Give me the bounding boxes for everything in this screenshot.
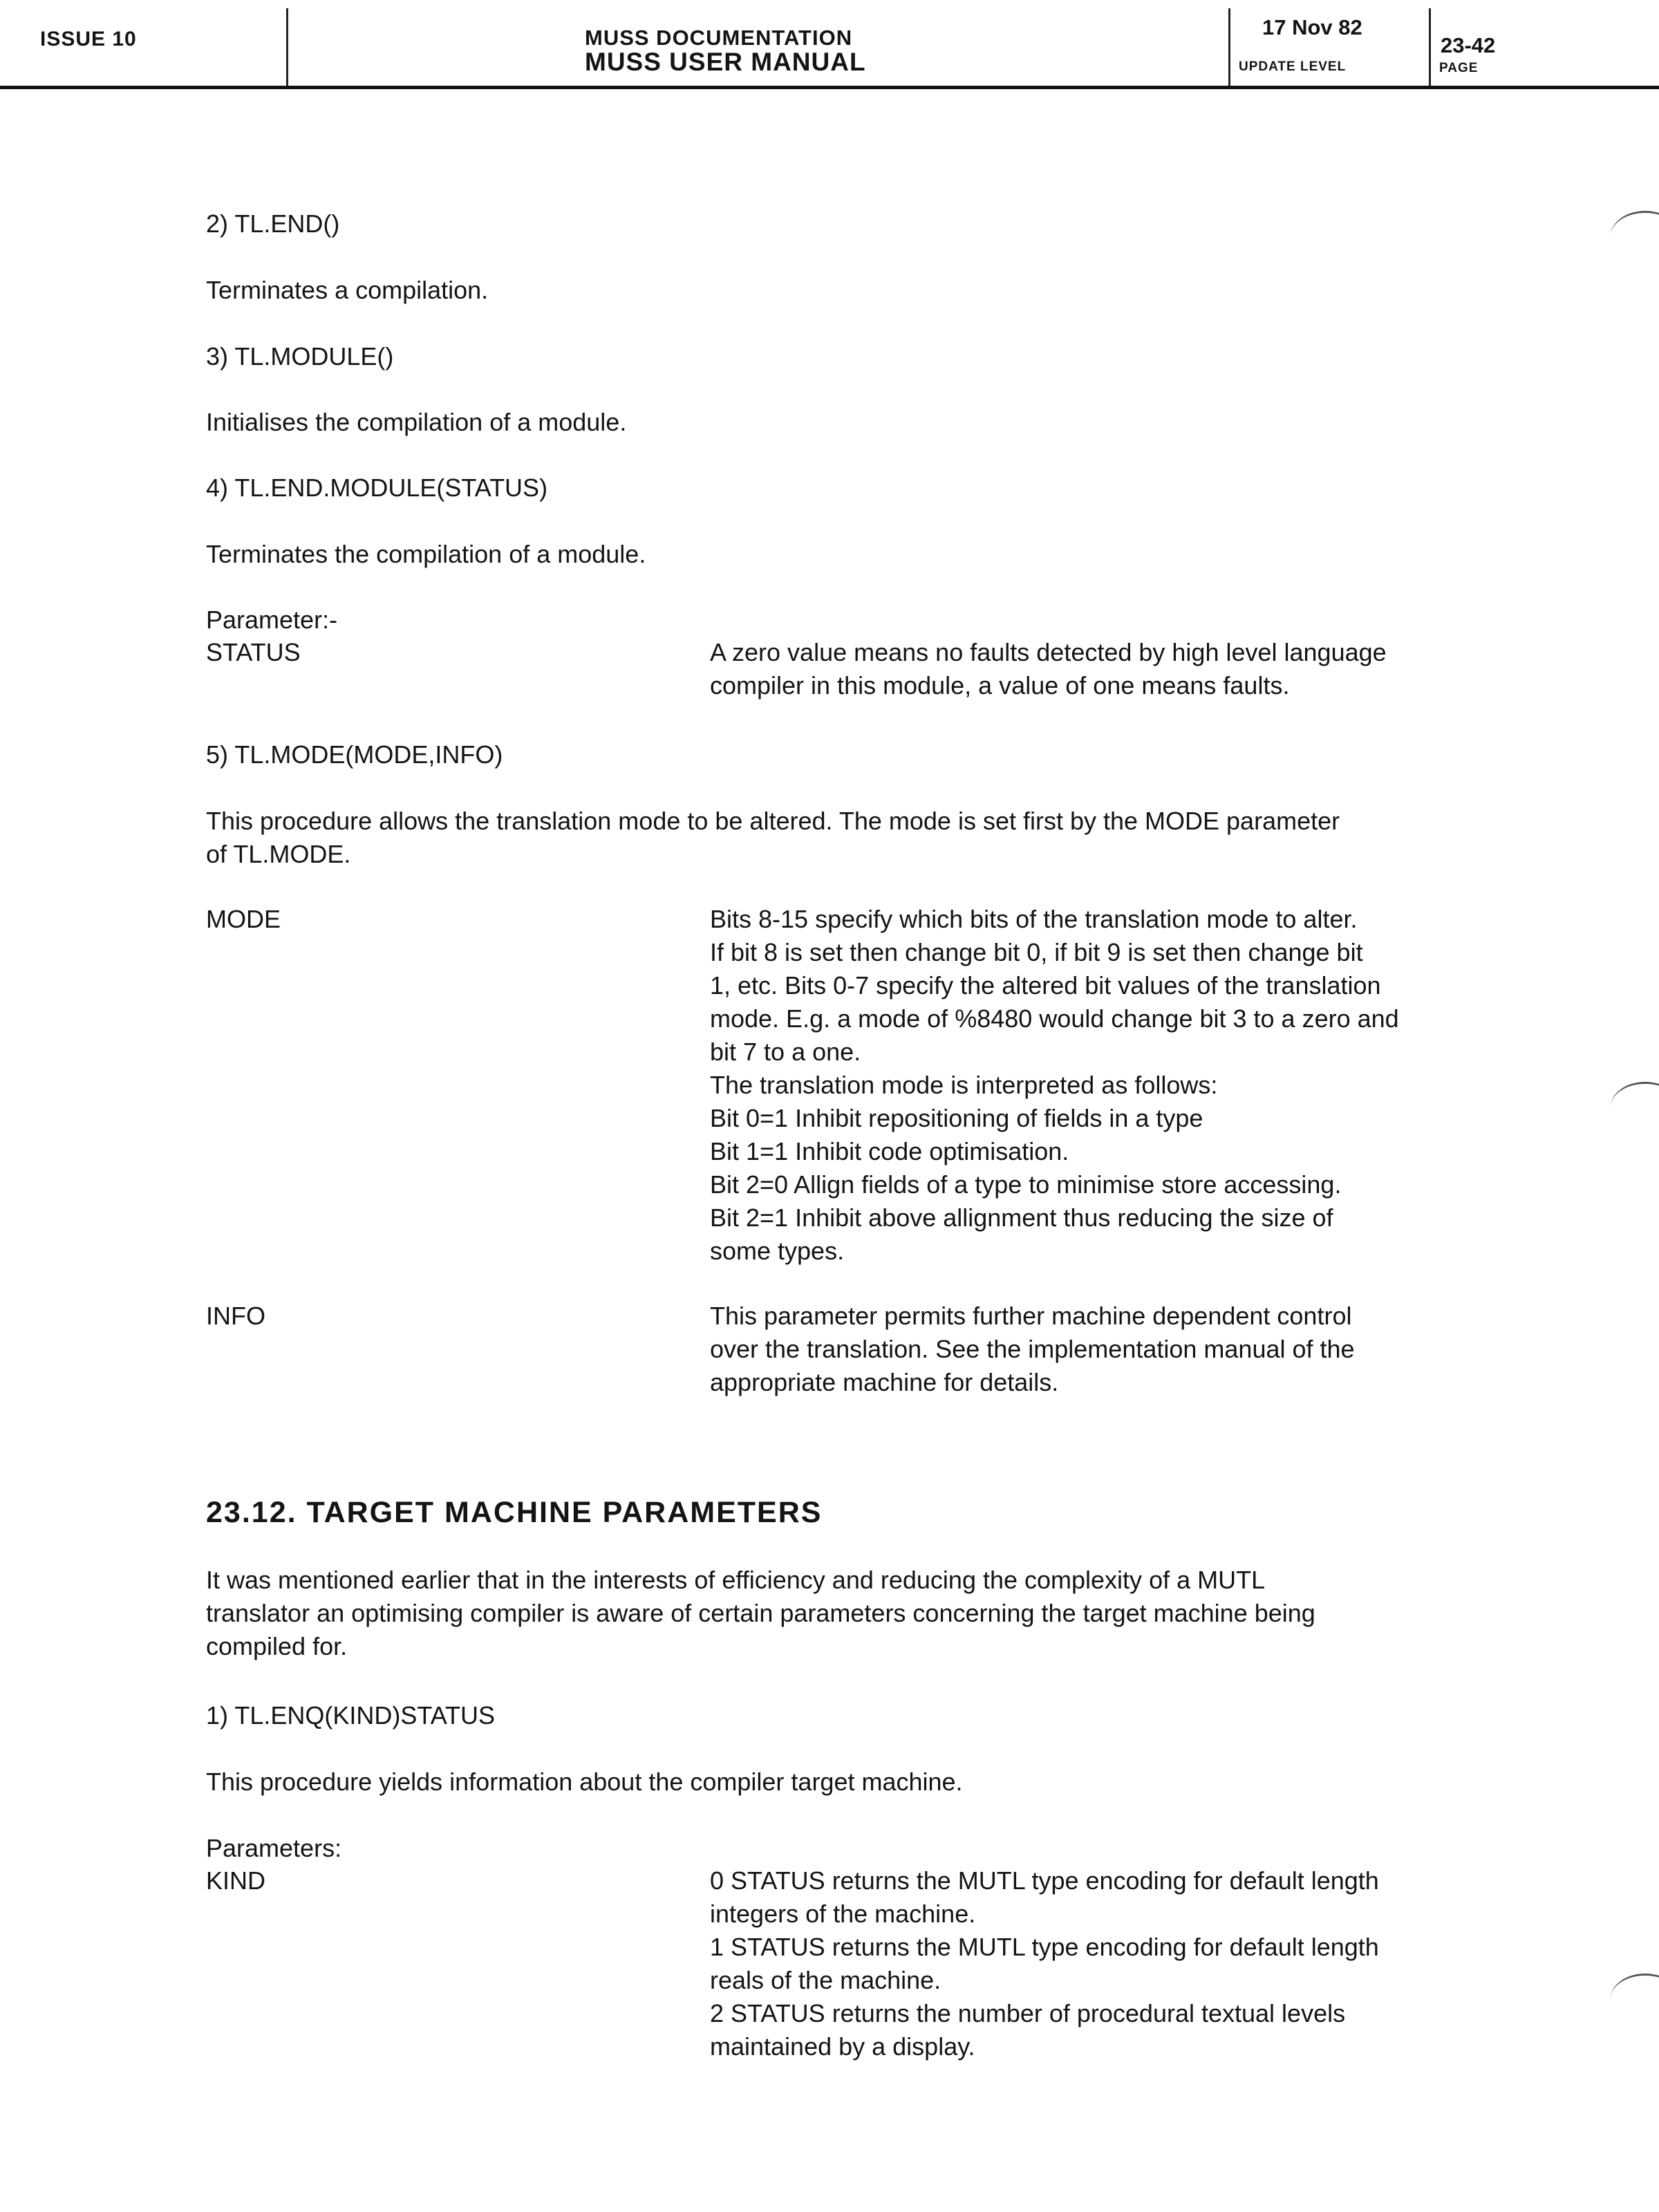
- parameter-name: STATUS: [206, 638, 301, 666]
- page-number: 23-42: [1441, 33, 1496, 57]
- intro-line: of TL.MODE.: [206, 840, 351, 868]
- desc-line: 2 STATUS returns the number of procedural textual levels: [710, 1999, 1346, 2027]
- desc-line: over the translation. See the implementation manual of the: [710, 1335, 1355, 1363]
- procedure-heading: 2) TL.END(): [206, 209, 340, 238]
- parameters-label: Parameters:: [206, 1834, 342, 1862]
- parameter-name: KIND: [206, 1866, 266, 1895]
- desc-line: The translation mode is interpreted as follows:: [710, 1071, 1218, 1099]
- punch-hole-mark: [1611, 1082, 1659, 1132]
- desc-line: maintained by a display.: [710, 2032, 975, 2061]
- desc-line: Bit 1=1 Inhibit code optimisation.: [710, 1137, 1069, 1165]
- procedure-description: Terminates the compilation of a module.: [206, 540, 646, 568]
- procedure-description: Terminates a compilation.: [206, 276, 489, 304]
- desc-line: reals of the machine.: [710, 1966, 941, 1994]
- parameter-description: [710, 636, 1519, 702]
- desc-line: 0 STATUS returns the MUTL type encoding for default length: [710, 1866, 1379, 1895]
- intro-line: This procedure allows the translation mode to be altered. The mode is set first by the MODE parameter: [206, 807, 1340, 835]
- desc-line: appropriate machine for details.: [710, 1368, 1059, 1396]
- desc-line: Bit 0=1 Inhibit repositioning of fields in a type: [710, 1104, 1203, 1132]
- desc-line: Bits 8-15 specify which bits of the translation mode to alter.: [710, 905, 1358, 933]
- procedure-heading: 5) TL.MODE(MODE,INFO): [206, 740, 503, 769]
- page-label: PAGE: [1439, 61, 1479, 75]
- desc-line: 1 STATUS returns the MUTL type encoding for default length: [710, 1933, 1379, 1961]
- procedure-heading: 3) TL.MODULE(): [206, 342, 394, 371]
- desc-line: Bit 2=1 Inhibit above allignment thus reducing the size of: [710, 1203, 1333, 1232]
- desc-line: bit 7 to a one.: [710, 1038, 861, 1066]
- procedure-heading: 4) TL.END.MODULE(STATUS): [206, 474, 548, 502]
- update-date: 17 Nov 82: [1262, 15, 1362, 39]
- header-divider: [286, 8, 288, 87]
- desc-line: integers of the machine.: [710, 1900, 976, 1928]
- desc-line: compiler in this module, a value of one means faults.: [710, 671, 1290, 700]
- parameter-name: INFO: [206, 1302, 265, 1330]
- procedure-heading: 1) TL.ENQ(KIND)STATUS: [206, 1701, 496, 1730]
- intro-line: It was mentioned earlier that in the interests of efficiency and reducing the complexity of a MUTL: [206, 1566, 1266, 1594]
- desc-line: mode. E.g. a mode of %8480 would change bit 3 to a zero and: [710, 1004, 1399, 1033]
- desc-line: A zero value means no faults detected by high level language: [710, 638, 1387, 666]
- desc-line: If bit 8 is set then change bit 0, if bit 9 is set then change bit: [710, 938, 1363, 966]
- header-divider: [1429, 8, 1431, 87]
- desc-line: This parameter permits further machine dependent control: [710, 1302, 1352, 1330]
- header-rule: [0, 86, 1659, 89]
- parameter-description: [710, 903, 1519, 1268]
- parameter-label: Parameter:-: [206, 606, 338, 634]
- desc-line: Bit 2=0 Allign fields of a type to minimise store accessing.: [710, 1170, 1342, 1199]
- punch-hole-mark: [1611, 211, 1659, 261]
- doc-title-line1: MUSS DOCUMENTATION: [585, 26, 853, 50]
- procedure-intro: [206, 805, 1519, 871]
- intro-line: translator an optimising compiler is aware of certain parameters concerning the target machine being: [206, 1599, 1315, 1627]
- header-divider: [1228, 8, 1230, 87]
- section-heading: 23.12. TARGET MACHINE PARAMETERS: [206, 1496, 823, 1529]
- desc-line: 1, etc. Bits 0-7 specify the altered bit values of the translation: [710, 971, 1381, 1000]
- desc-line: some types.: [710, 1237, 845, 1265]
- issue-label: ISSUE 10: [40, 28, 137, 50]
- punch-hole-mark: [1611, 1974, 1659, 2024]
- update-level-label: UPDATE LEVEL: [1239, 59, 1347, 74]
- procedure-description: Initialises the compilation of a module.: [206, 408, 627, 436]
- parameter-name: MODE: [206, 905, 281, 933]
- doc-title-line2: MUSS USER MANUAL: [585, 48, 866, 76]
- page-header: [0, 0, 1659, 90]
- intro-line: compiled for.: [206, 1632, 348, 1660]
- parameter-description: [710, 1864, 1519, 2063]
- document-title: [585, 26, 866, 75]
- procedure-description: This procedure yields information about the compiler target machine.: [206, 1768, 963, 1796]
- section-intro: [206, 1564, 1519, 1663]
- parameter-description: [710, 1300, 1519, 1399]
